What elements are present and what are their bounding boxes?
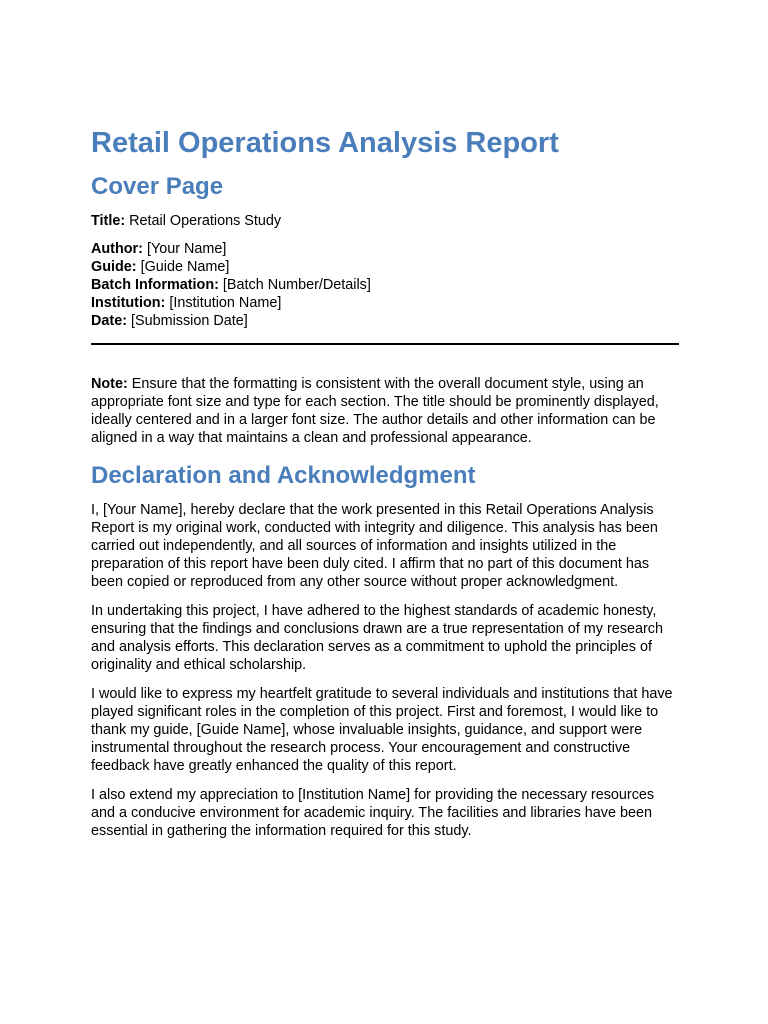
declaration-heading: Declaration and Acknowledgment [91,462,476,489]
note-label: Note: [91,376,128,392]
cover-field-author [91,240,681,258]
declaration-paragraph: In undertaking this project, I have adhered to the highest standards of academic honesty, ensuring that the findings and conclusions drawn are a true representation of my research and analysis efforts. This declaration serves as a commitment to uphold the principles of originality and ethical scholarship. [91,603,663,673]
cover-field-value: [Institution Name] [165,295,282,311]
cover-field-value: [Guide Name] [136,259,230,275]
cover-field-label: Title: [91,213,126,229]
cover-page-heading: Cover Page [91,173,224,200]
cover-field-label: Date: [91,313,127,329]
horizontal-rule [91,343,679,345]
cover-field-label: Author: [91,241,143,257]
document-title: Retail Operations Analysis Report [91,127,559,159]
cover-field-guide [91,258,681,276]
cover-field-label: Institution: [91,295,166,311]
formatting-note [91,375,681,447]
cover-meta-block [91,240,681,330]
cover-field-value: Retail Operations Study [125,213,282,229]
cover-field-value: [Your Name] [142,241,227,257]
note-text: Ensure that the formatting is consistent with the overall document style, using an appropriate font size and type for each section. The title should be prominently displayed, ideally centered and in a larger font size. The author details and other information can be aligned in a way that maintains a clean and professional appearance. [91,376,659,446]
cover-field-value: [Submission Date] [126,313,248,329]
cover-field-label: Batch Information: [91,277,219,293]
cover-field-date [91,312,681,330]
document-page [91,124,681,840]
declaration-paragraph: I, [Your Name], hereby declare that the work presented in this Retail Operations Analysis Report is my original work, conducted with integrity and diligence. This analysis has been carried out independently, and all sources of information and insights utilized in the preparation of this report have been duly cited. I affirm that no part of this document has been copied or reproduced from any other source without proper acknowledgment. [91,502,658,590]
cover-field-label: Guide: [91,259,137,275]
cover-field-institution [91,294,681,312]
cover-field-batch [91,276,681,294]
cover-field-title [91,212,681,230]
acknowledgment-paragraph: I also extend my appreciation to [Institution Name] for providing the necessary resources and a conducive environment for academic inquiry. The facilities and libraries have been essential in gathering the information required for this study. [91,787,655,839]
cover-field-value: [Batch Number/Details] [218,277,371,293]
acknowledgment-paragraph: I would like to express my heartfelt gratitude to several individuals and institutions that have played significant roles in the completion of this project. First and foremost, I would like to thank my guide, [Guide Name], whose invaluable insights, guidance, and support were instrumental throughout the research process. Your encouragement and constructive feedback have greatly enhanced the quality of this report. [91,686,673,774]
